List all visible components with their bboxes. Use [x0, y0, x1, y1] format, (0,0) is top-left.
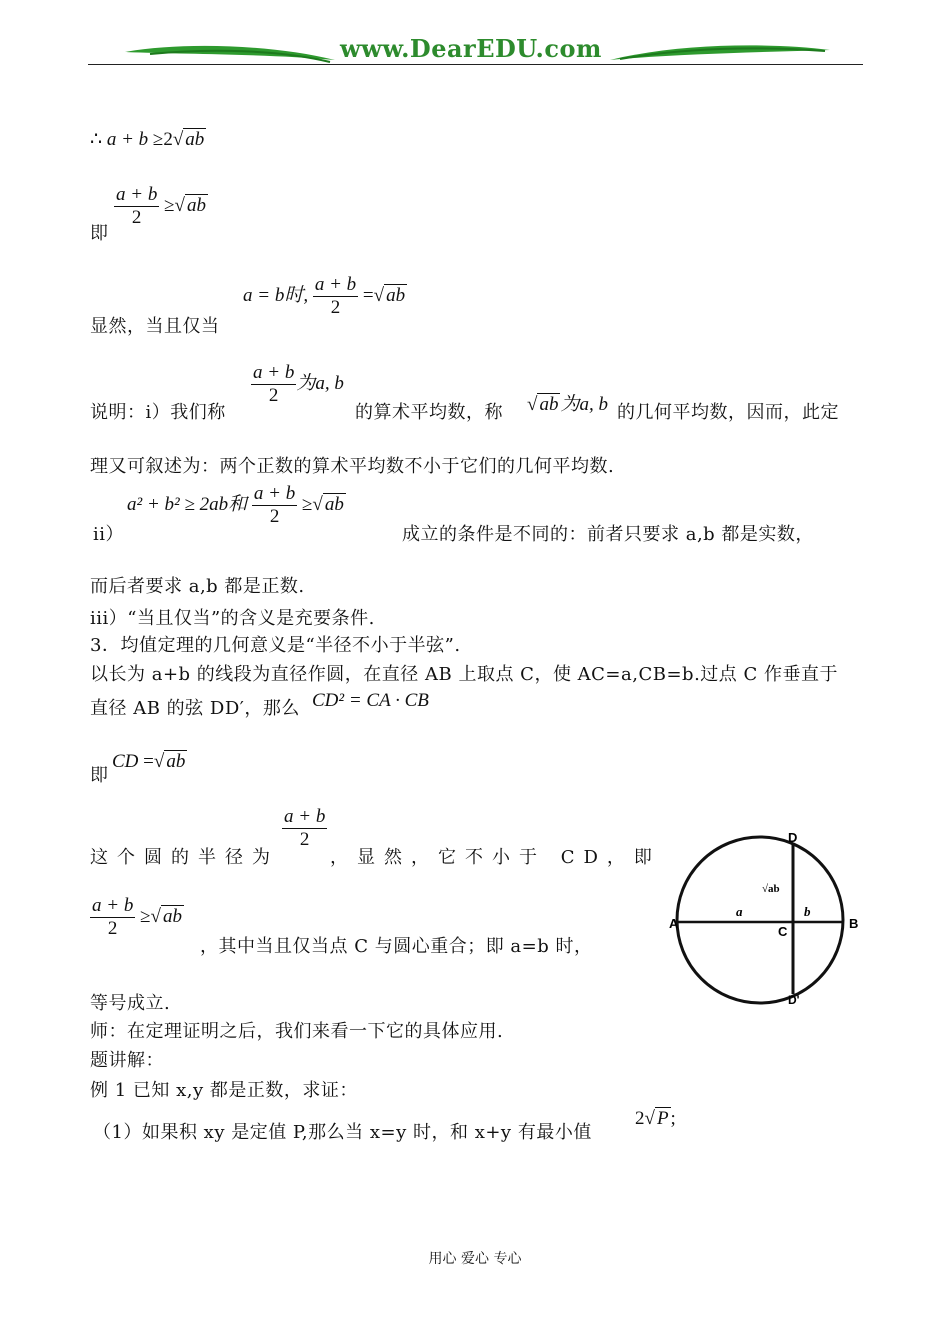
section-3-title: 3．均值定理的几何意义是“半径不小于半弦”. — [90, 635, 461, 656]
jiangjie-text: 题讲解： — [90, 1050, 164, 1071]
leaf-swoosh-right-icon — [605, 40, 835, 70]
sqrt-ab: √ ab — [153, 751, 186, 772]
circle — [677, 837, 843, 1003]
sum-of-squares: a² + b² ≥ 2ab和 — [127, 493, 248, 515]
header-rule — [88, 64, 863, 65]
teacher-text: 师：在定理证明之后，我们来看一下它的具体应用. — [90, 1021, 504, 1042]
fraction-ab-2: $\frac{a + b}{2}$ — [253, 362, 295, 406]
site-title[interactable]: www.DearEDU.com — [340, 34, 602, 63]
eq-sign: = — [143, 751, 154, 772]
sqrt-ab-label: √ab — [762, 883, 780, 895]
geq-sign: ≥ — [301, 493, 313, 515]
wei-ab: 为a, b — [560, 394, 608, 415]
geo-mean-def — [527, 389, 608, 416]
cd-symbol: CD — [112, 751, 139, 772]
section-3-body: 以长为 a+b 的线段为直径作圆，在直径 AB 上取点 C，使 AC=a,CB=b.过点 C 作垂直于 — [90, 664, 839, 685]
geq-sign: ≥ — [140, 905, 151, 927]
equal-text: 等号成立. — [90, 993, 171, 1014]
ii-text: 成立的条件是不同的：前者只要求 a,b 都是实数， — [402, 524, 814, 545]
min-value-formula — [635, 1108, 676, 1130]
cd-squared-formula: CD² = CA · CB — [312, 690, 429, 711]
shuoming-part-b: 的算术平均数，称 — [355, 402, 503, 423]
geq-sign: ≥ — [152, 129, 164, 150]
equality-condition — [243, 274, 407, 319]
radius-text-b: ，显然，它不小于 CD，即 — [330, 847, 661, 868]
sqrt-p: √ P — [644, 1108, 669, 1129]
point-a-label: A — [669, 916, 679, 931]
ii-continuation: 而后者要求 a,b 都是正数. — [90, 576, 305, 597]
ab-sum: a + b — [106, 129, 149, 150]
fraction-ab-2: $\frac{a + b}{2}$ — [253, 483, 296, 527]
where-text: ，其中当且仅当点 C 与圆心重合；即 a=b 时， — [200, 936, 593, 957]
ii-label: ii） — [93, 524, 125, 545]
radius-fraction — [282, 806, 327, 851]
sqrt-ab: √ ab — [172, 129, 205, 150]
shuoming-part-d: 理又可叙述为：两个正数的算术平均数不小于它们的几何平均数. — [90, 456, 615, 477]
example-1-text: 例 1 已知 x,y 都是正数，求证： — [90, 1080, 358, 1101]
a-equals-b: a = b时, — [243, 284, 309, 306]
shuoming-part-a: 说明：i）我们称 — [90, 402, 226, 423]
segment-a-label: a — [736, 904, 743, 919]
geq-sign: ≥ — [164, 194, 175, 216]
fraction-ab-2: $\frac{a + b}{2}$ — [314, 274, 357, 318]
segment-b-label: b — [804, 904, 811, 919]
point-d-prime-label: D' — [788, 993, 800, 1005]
point-c-label: C — [778, 924, 788, 939]
fraction-ab-2: $\frac{a + b}{2}$ — [284, 806, 326, 850]
example-1-part-1: （1）如果积 xy 是定值 P,那么当 x=y 时，和 x+y 有最小值 — [93, 1122, 592, 1143]
sqrt-ab: √ ab — [150, 905, 182, 927]
semicolon: ; — [670, 1108, 676, 1129]
fraction-ab-2: $\frac{a + b}{2}$ — [116, 184, 158, 228]
point-b-label: B — [849, 916, 859, 931]
shuoming-part-c: 的几何平均数，因而，此定 — [617, 402, 839, 423]
arith-mean-def — [251, 362, 344, 407]
xianran-text: 显然，当且仅当 — [90, 316, 220, 337]
circle-diagram — [668, 830, 868, 1005]
leaf-swoosh-left-icon — [120, 40, 340, 70]
coef-two: 2 — [635, 1108, 645, 1129]
ji-label-2: 即 — [90, 765, 109, 786]
eq-sign: = — [362, 284, 374, 306]
section-3-body-2: 直径 AB 的弦 DD′，那么 — [90, 698, 300, 719]
therefore-line — [90, 128, 206, 151]
point-d-label: D — [788, 830, 798, 845]
header-banner — [120, 32, 830, 72]
sqrt-ab: √ ab — [527, 394, 559, 415]
therefore-symbol: ∴ — [90, 129, 103, 150]
ji-label: 即 — [90, 223, 109, 244]
radius-text-a: 这个圆的半径为 — [90, 847, 279, 868]
iii-text: iii）“当且仅当”的含义是充要条件. — [90, 608, 375, 629]
mean-inequality-2 — [90, 895, 184, 940]
fraction-ab-2: $\frac{a + b}{2}$ — [92, 895, 134, 939]
mean-inequality-1 — [114, 184, 208, 229]
two-inequalities — [127, 483, 346, 528]
cd-formula — [112, 751, 187, 773]
wei-ab: 为a, b — [296, 372, 344, 394]
sqrt-ab: √ ab — [174, 194, 206, 216]
footer-text: 用心 爱心 专心 — [428, 1251, 522, 1267]
sqrt-ab: √ ab — [312, 493, 344, 515]
sqrt-ab: √ ab — [373, 284, 406, 306]
coef-two: 2 — [163, 129, 173, 150]
